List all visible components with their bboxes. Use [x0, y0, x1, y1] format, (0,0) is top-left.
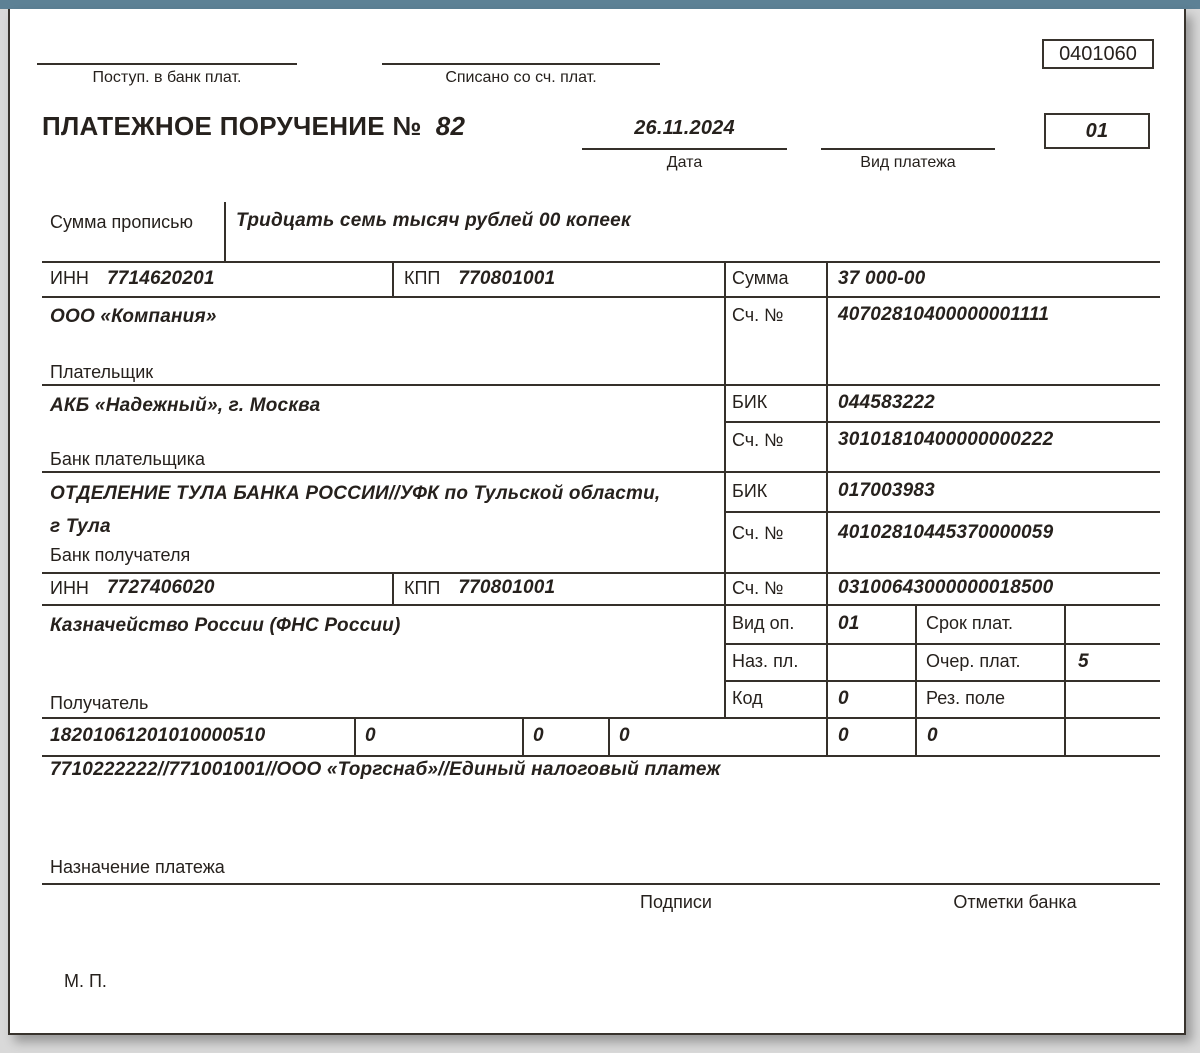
debited-underline: [382, 63, 660, 65]
code-label-cell: [724, 680, 826, 717]
op-kind-label: Вид оп.: [732, 613, 795, 633]
payee-inn-value: 7727406020: [106, 577, 215, 598]
title-text: ПЛАТЕЖНОЕ ПОРУЧЕНИЕ №: [42, 111, 422, 141]
priority-label-cell: [915, 643, 1064, 680]
payer-kpp-value: 770801001: [458, 267, 556, 289]
field-104-kbk: [42, 717, 354, 755]
kbk-value: 18201061201010000510: [50, 725, 266, 746]
code-label: Код: [732, 688, 763, 708]
payee-bank-name: ОТДЕЛЕНИЕ ТУЛА БАНКА РОССИИ//УФК по Тульской области, г Тула: [50, 483, 661, 537]
payer-account-label: Сч. №: [732, 305, 784, 325]
payee-bank-bik-value: 017003983: [838, 480, 935, 501]
field-106-basis: [522, 717, 608, 755]
priority-cell: [1064, 643, 1160, 680]
received-underline: [37, 63, 297, 65]
payee-account-label: Сч. №: [732, 577, 784, 598]
payment-kind-underline: [821, 148, 995, 150]
payee-kpp-cell: [404, 572, 555, 604]
field-107-period: [608, 717, 826, 755]
payer-bank-bik-label-cell: [724, 384, 826, 421]
period-value: 0: [619, 725, 630, 746]
purpose-value: 7710222222//771001001//ООО «Торгснаб»//Единый налоговый платеж: [50, 759, 721, 780]
received-label: Поступ. в банк плат.: [92, 69, 242, 86]
payment-kind-label: Вид платежа: [860, 154, 956, 171]
doc-number-value: 0: [838, 725, 849, 746]
purpose-code-label-cell: [724, 643, 826, 680]
payer-bank-account-value: 30101810400000000222: [838, 429, 1054, 450]
date-label: Дата: [666, 154, 703, 171]
payer-inn-value: 7714620201: [106, 267, 215, 289]
payer-kpp-cell: [404, 261, 555, 296]
payee-section-label: Получатель: [50, 693, 149, 713]
payer-kpp-label: КПП: [404, 268, 441, 288]
payee-account-cell: [826, 572, 1160, 604]
payee-bank-account-value: 40102810445370000059: [838, 522, 1054, 543]
table-border: [392, 261, 394, 296]
payer-bank-section-label: Банк плательщика: [50, 449, 205, 469]
date-underline: [582, 148, 787, 150]
doc-date-value: 0: [927, 725, 938, 746]
field-105-oktmo: [354, 717, 522, 755]
reserve-label: Рез. поле: [926, 688, 1005, 708]
debited-label: Списано со сч. плат.: [445, 69, 597, 86]
payee-account-label-cell: [724, 572, 826, 604]
amount-value: 37 000-00: [838, 267, 926, 289]
amount-words-divider: [224, 202, 226, 261]
payee-name: Казначейство России (ФНС России): [50, 615, 401, 636]
purpose-code-label: Наз. пл.: [732, 651, 799, 671]
document-title: [42, 111, 465, 142]
payer-inn-cell: [50, 261, 215, 296]
top-strip: [0, 0, 1200, 9]
reserve-label-cell: [915, 680, 1064, 717]
payer-account-label-cell: [724, 296, 826, 336]
op-kind-label-cell: [724, 604, 826, 643]
bank-marks-label: Отметки банка: [953, 892, 1077, 912]
field-109-doc-date: [915, 717, 1064, 755]
payee-bank-account-label: Сч. №: [732, 523, 784, 543]
field-110-reserve: [1064, 717, 1160, 755]
payee-bank-account-label-cell: [724, 511, 826, 572]
payer-account-value: 40702810400000001111: [838, 304, 1050, 325]
payee-bank-section-label: Банк получателя: [50, 545, 191, 565]
payee-account-value: 03100643000000018500: [838, 577, 1054, 598]
payer-bank-bik-value: 044583222: [838, 391, 935, 413]
due-date-cell: [1064, 604, 1160, 643]
payer-account-cell: [826, 296, 1160, 336]
code-value: 0: [838, 687, 849, 709]
oktmo-value: 0: [365, 725, 376, 746]
op-kind-value: 01: [838, 612, 860, 634]
basis-value: 0: [533, 725, 544, 746]
payee-inn-cell: [50, 572, 215, 604]
form-code: 0401060: [1059, 42, 1137, 65]
stamp-label: М. П.: [64, 971, 107, 991]
signatures-label: Подписи: [640, 892, 712, 912]
payee-bank-bik-cell: [826, 471, 1160, 511]
date-value: 26.11.2024: [634, 117, 735, 139]
purpose-label: Назначение платежа: [50, 857, 225, 877]
payee-inn-label: ИНН: [50, 577, 89, 598]
payer-bank-bik-label: БИК: [732, 392, 768, 412]
amount-words-label: Сумма прописью: [50, 212, 194, 232]
priority-label: Очер. плат.: [926, 651, 1021, 671]
payer-section-label: Плательщик: [50, 362, 154, 382]
payer-bank-account-label: Сч. №: [732, 430, 784, 450]
payer-bank-name: АКБ «Надежный», г. Москва: [50, 395, 321, 416]
payee-bank-bik-label-cell: [724, 471, 826, 511]
payer-inn-label: ИНН: [50, 268, 89, 288]
payee-kpp-value: 770801001: [458, 577, 556, 598]
payee-bank-bik-label: БИК: [732, 480, 768, 501]
payer-bank-bik-cell: [826, 384, 1160, 421]
payer-name: ООО «Компания»: [50, 306, 217, 327]
table-border: [42, 755, 1160, 757]
amount-value-cell: [826, 261, 1160, 296]
amount-words-value: Тридцать семь тысяч рублей 00 копеек: [236, 210, 631, 231]
purpose-code-cell: [826, 643, 915, 680]
payee-kpp-label: КПП: [404, 577, 441, 598]
table-border: [42, 883, 1160, 885]
form-code-box: [1042, 39, 1154, 69]
payer-bank-account-cell: [826, 421, 1160, 471]
amount-label: Сумма: [732, 268, 789, 288]
due-date-label: Срок плат.: [926, 613, 1014, 633]
payee-bank-account-cell: [826, 511, 1160, 572]
field-108-doc-number: [826, 717, 915, 755]
due-date-label-cell: [915, 604, 1064, 643]
payer-status-code: 01: [1085, 119, 1109, 142]
payer-bank-account-label-cell: [724, 421, 826, 471]
table-border: [392, 572, 394, 604]
code-cell: [826, 680, 915, 717]
priority-value: 5: [1078, 650, 1089, 672]
payment-order-document: [8, 9, 1186, 1035]
document-number: 82: [435, 111, 466, 141]
amount-label-cell: [724, 261, 826, 296]
op-kind-cell: [826, 604, 915, 643]
reserve-cell: [1064, 680, 1160, 717]
payer-status-box: [1044, 113, 1150, 149]
